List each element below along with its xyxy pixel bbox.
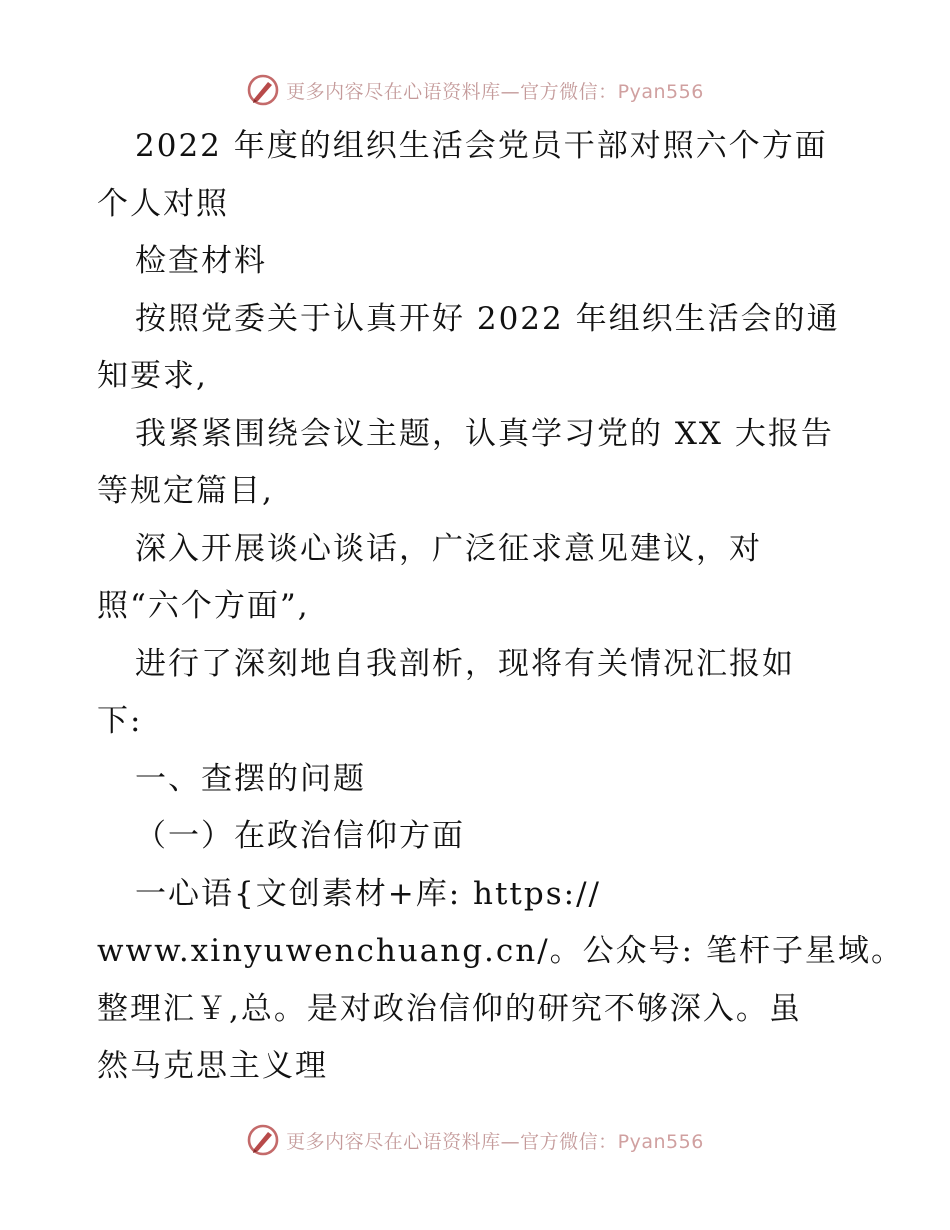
pen-logo-icon xyxy=(246,73,280,107)
banner-label: 更多内容尽在心语资料库—官方微信： xyxy=(286,80,618,103)
text-line: 2022 年度的组织生活会党员干部对照六个方面 xyxy=(135,128,828,164)
banner-wechat: Pyan556 xyxy=(617,1130,704,1153)
text-line: 照“六个方面”, xyxy=(97,588,310,624)
banner-text xyxy=(286,77,704,104)
text-line: 一心语{文创素材+库: https:// xyxy=(135,875,601,912)
text-line: 下: xyxy=(97,703,143,739)
text-line: 个人对照 xyxy=(97,185,229,222)
document-body xyxy=(97,118,904,1096)
text-line: 检查材料 xyxy=(135,243,267,279)
text-line: 深入开展谈心谈话，广泛征求意见建议，对 xyxy=(135,530,762,567)
footer-banner xyxy=(0,1120,950,1160)
pen-logo-icon xyxy=(246,1123,280,1157)
text-line: 整理汇￥,总。是对政治信仰的研究不够深入。虽 xyxy=(97,990,802,1027)
text-line: 进行了深刻地自我剖析，现将有关情况汇报如 xyxy=(135,645,795,682)
banner-label: 更多内容尽在心语资料库—官方微信： xyxy=(286,1130,618,1153)
header-banner xyxy=(0,70,950,110)
banner-wechat: Pyan556 xyxy=(617,80,704,103)
text-line: 等规定篇目, xyxy=(97,473,274,509)
text-line: 知要求, xyxy=(97,358,208,394)
banner-text xyxy=(286,1127,704,1154)
text-line: 然马克思主义理 xyxy=(97,1048,328,1084)
subsection-heading: （一）在政治信仰方面 xyxy=(135,818,465,854)
section-heading: 一、查摆的问题 xyxy=(135,760,366,797)
text-line: 我紧紧围绕会议主题，认真学习党的 XX 大报告 xyxy=(135,415,834,452)
text-line: www.xinyuwenchuang.cn/。公众号: 笔杆子星域。 xyxy=(97,933,904,969)
text-line: 按照党委关于认真开好 2022 年组织生活会的通 xyxy=(135,300,840,337)
